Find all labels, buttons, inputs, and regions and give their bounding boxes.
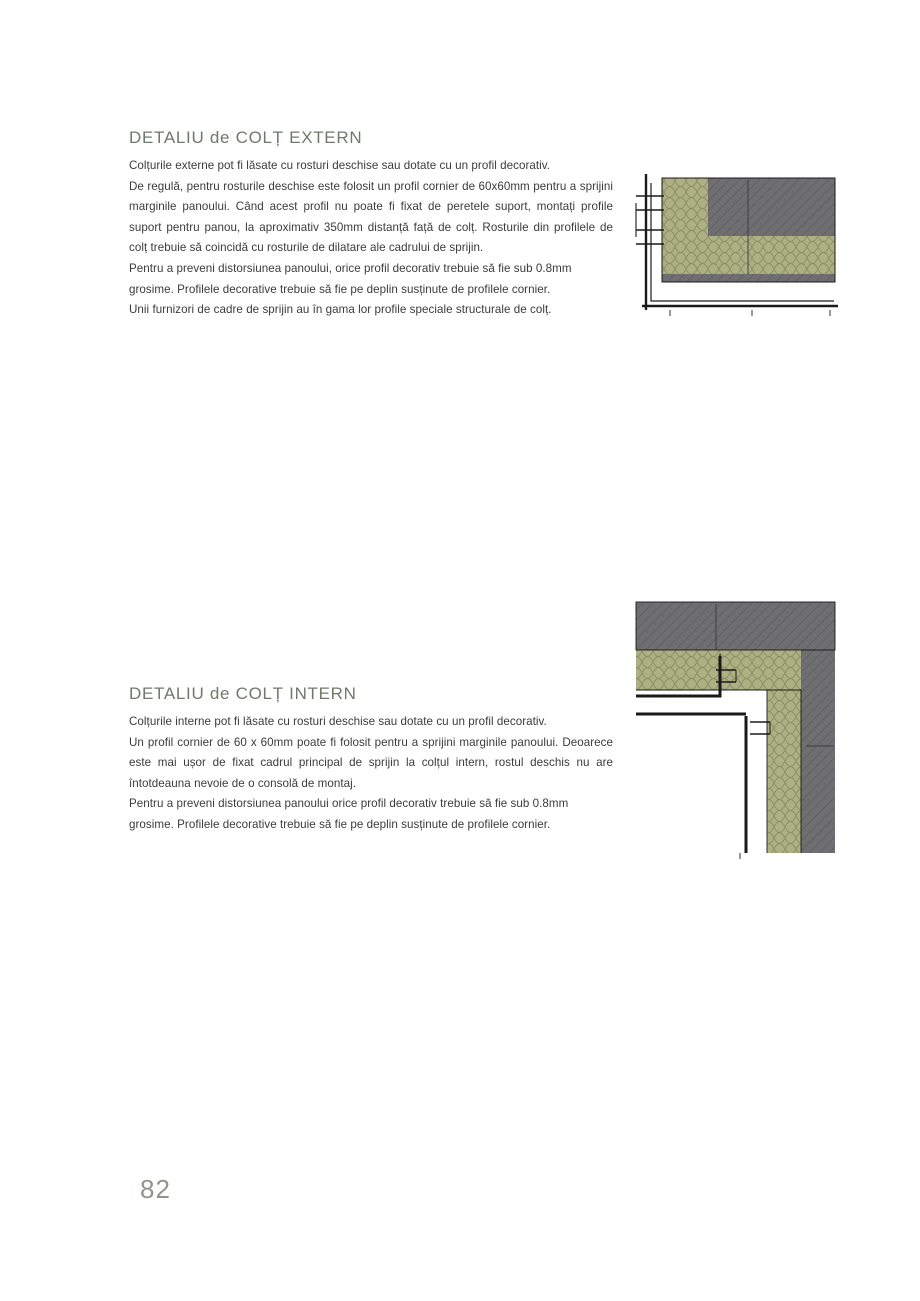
- section-body-external: [129, 156, 613, 321]
- section-title-external: DETALIU de COLȚ EXTERN: [129, 128, 363, 147]
- paragraph: Colțurile interne pot fi lăsate cu rosturi deschise sau dotate cu un profil decorativ.: [129, 715, 547, 728]
- paragraph: Unii furnizori de cadre de sprijin au în gama lor profile speciale structurale de colț.: [129, 303, 552, 317]
- external-corner-detail-drawing: [620, 170, 840, 330]
- internal-corner-detail-drawing: [620, 596, 840, 866]
- paragraph: Un profil cornier de 60 x 60mm poate fi folosit pentru a sprijini marginile panoului. Deoarece este mai ușor de fixat cadrul principal de sprijin la colțul intern, rostul deschis nu are întotdeauna nevoie de o consolă de montaj.: [129, 735, 613, 790]
- paragraph: Colțurile externe pot fi lăsate cu rosturi deschise sau dotate cu un profil decorativ.: [129, 159, 551, 172]
- section-title-internal: DETALIU de COLȚ INTERN: [129, 684, 357, 703]
- page-number: 82: [140, 1174, 171, 1204]
- paragraph: Pentru a preveni distorsiunea panoului orice profil decorativ trebuie să fie sub 0.8mm grosime. Profilele decorative trebuie să fie pe deplin susținute de profilele cornier.: [129, 797, 569, 831]
- paragraph: Pentru a preveni distorsiunea panoului, orice profil decorativ trebuie să fie sub 0.8mm grosime. Profilele decorative trebuie să fie pe deplin susținute de profilele cornier.: [129, 261, 572, 296]
- paragraph: De regulă, pentru rosturile deschise este folosit un profil cornier de 60x60mm pentru a sprijini marginile panoului. Când acest profil nu poate fi fixat de peretele suport, montați profile suport pentru panou, la aproximativ 350mm distanță față de colț. Rosturile din profilele de colț trebuie să coincidă cu rosturile de dilatare ale cadrului de sprijin.: [129, 179, 613, 255]
- section-body-internal: [129, 712, 613, 836]
